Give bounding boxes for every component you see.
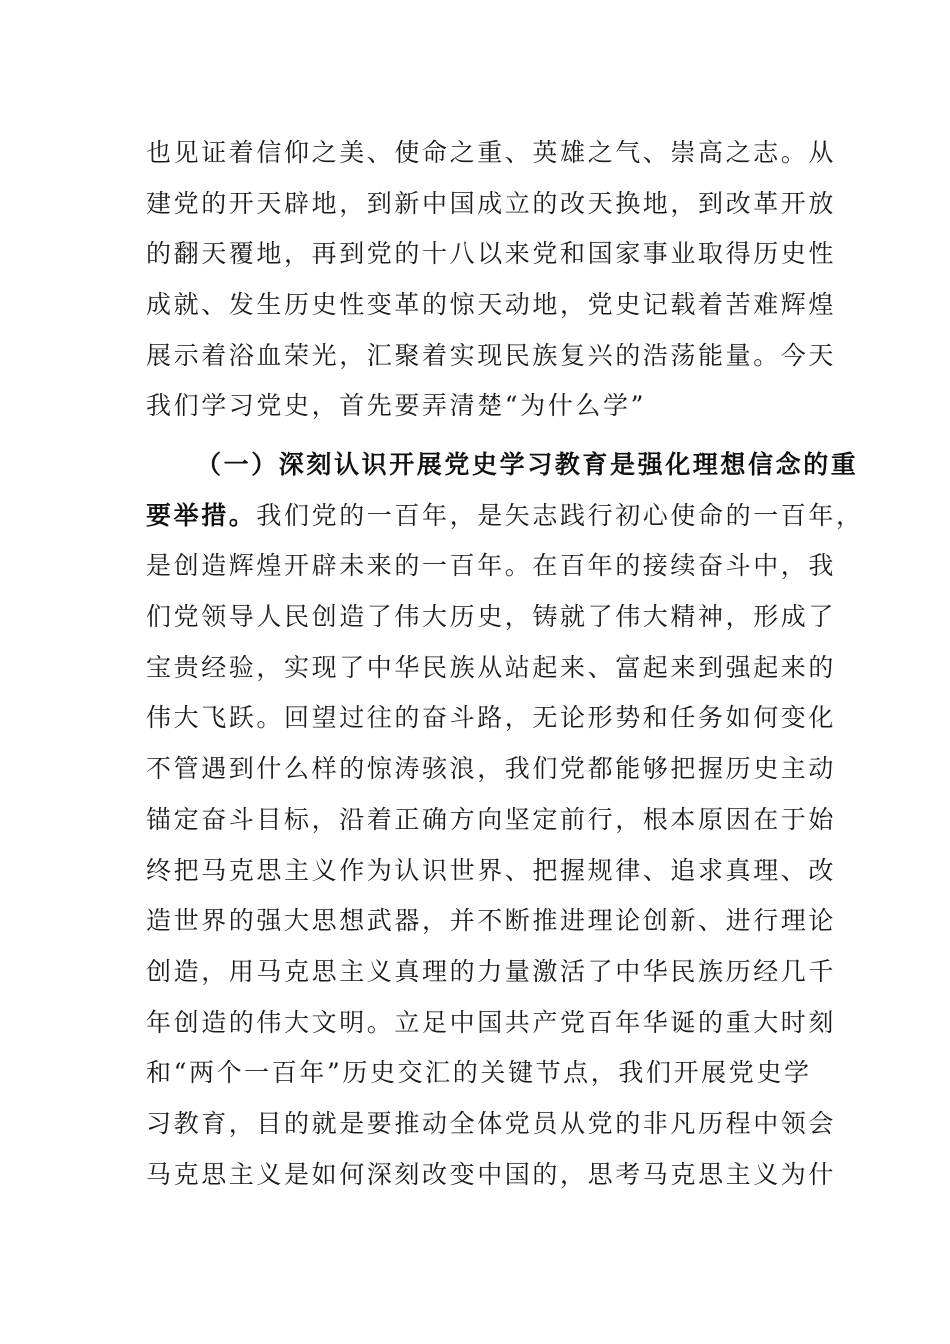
text-line: 终把马克思主义作为认识世界、把握规律、追求真理、改 xyxy=(146,855,837,885)
text-line: 也见证着信仰之美、使命之重、英雄之气、崇高之志。从 xyxy=(146,138,837,167)
text-line: 年创造的伟大文明。立足中国共产党百年华诞的重大时刻 xyxy=(146,1007,837,1037)
text-line: 习教育，目的就是要推动全体党员从党的非凡历程中领会 xyxy=(146,1108,837,1138)
text-line: 我们学习党史，首先要弄清楚“为什么学” xyxy=(146,391,646,421)
text-span: 我们党的一百年，是矢志践行初心使命的一百年， xyxy=(256,500,864,530)
text-line: 展示着浴血荣光，汇聚着实现民族复兴的浩荡能量。今天 xyxy=(146,340,837,370)
paragraph-1 xyxy=(146,128,837,432)
text-line: 不管遇到什么样的惊涛骇浪，我们党都能够把握历史主动 xyxy=(146,754,837,784)
text-line: 创造，用马克思主义真理的力量激活了中华民族历经几千 xyxy=(146,956,837,986)
text-line: 的翻天覆地，再到党的十八以来党和国家事业取得历史性 xyxy=(146,239,837,269)
text-line: 伟大飞跃。回望过往的奋斗路，无论形势和任务如何变化 xyxy=(146,703,837,733)
text-line: 是创造辉煌开辟未来的一百年。在百年的接续奋斗中，我 xyxy=(146,551,837,581)
text-line: 锚定奋斗目标，沿着正确方向坚定前行，根本原因在于始 xyxy=(146,804,837,834)
text-line: 成就、发生历史性变革的惊天动地，党史记载着苦难辉煌 xyxy=(146,290,837,320)
text-line: 造世界的强大思想武器，并不断推进理论创新、进行理论 xyxy=(146,906,837,936)
text-line: 马克思主义是如何深刻改变中国的，思考马克思主义为什 xyxy=(146,1159,837,1189)
text-line: 宝贵经验，实现了中华民族从站起来、富起来到强起来的 xyxy=(146,652,837,682)
text-line: 建党的开天辟地，到新中国成立的改天换地，到改革开放 xyxy=(146,188,837,218)
text-line xyxy=(146,491,864,542)
text-line: 和“两个一百年”历史交汇的关键节点，我们开展党史学 xyxy=(146,1058,812,1088)
text-line: 们党领导人民创造了伟大历史，铸就了伟大精神，形成了 xyxy=(146,602,837,632)
section-heading: （一）深刻认识开展党史学习教育是强化理想信念的重 xyxy=(196,450,859,479)
section-heading-end: 要举措。 xyxy=(146,500,257,530)
paragraph-2 xyxy=(146,440,864,1200)
